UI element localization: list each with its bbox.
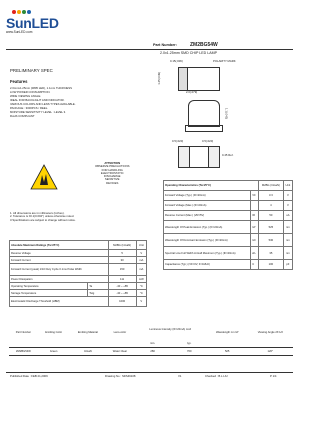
feature-item: VARIOUS COLORS AND LENS TYPES AVAILABLE. — [10, 102, 76, 106]
abs-max-value: -40 ~ +85 — [108, 290, 136, 297]
op-char-value: 35 — [258, 247, 283, 260]
logo-dot-blue — [27, 10, 31, 14]
logo-url: www.SunLED.com — [6, 30, 33, 34]
package-side-view — [188, 100, 220, 127]
op-char-col-material: M2BG (InGaN) — [258, 181, 283, 191]
abs-max-param: Forward Current — [10, 257, 109, 264]
op-char-unit: pF — [283, 260, 292, 270]
dim-label: 0.5(.020) — [202, 139, 214, 143]
op-char-symbol: λD — [251, 234, 259, 247]
op-char-table — [163, 180, 293, 270]
parts-cell: Water Clear — [112, 349, 128, 353]
spec-title: PRELIMINARY SPEC — [10, 68, 53, 73]
abs-max-unit: °C — [136, 283, 146, 290]
footer-rule — [6, 372, 293, 373]
abs-max-param: Operating Temperature — [10, 283, 88, 290]
part-number: ZM2BG54W — [190, 42, 218, 48]
op-char-value: 530 — [258, 234, 283, 247]
esd-line: DEVICES — [106, 180, 119, 185]
feature-item: 2.0mmx1.25mm (0805 LED), 1.1mm THICKNESS — [10, 86, 72, 90]
note-item: 3.Specifications are subject to change without notice. — [10, 217, 76, 222]
esd-heading: ATTENTION — [104, 161, 121, 165]
parts-cell: 120° — [267, 349, 274, 353]
op-char-unit: nm — [283, 234, 292, 247]
abs-max-param: Electrostatic Discharge Threshold (HBM) — [10, 297, 109, 307]
features-heading: Features — [10, 79, 28, 84]
esd-line: OBSERVE PRECAUTIONS — [95, 164, 130, 169]
esd-line: SENSITIVE — [104, 177, 120, 182]
op-char-value: 4 — [258, 201, 283, 211]
parts-header: Viewing Angle 2θ 1/2 — [257, 330, 283, 334]
parts-subheader: min. — [150, 341, 156, 345]
esd-line: DISCHARGE — [103, 174, 121, 179]
abs-max-title: Absolute Maximum Ratings (Ta=25°C) — [10, 241, 109, 250]
parts-table — [9, 318, 293, 356]
bottom-pad-right — [208, 146, 220, 168]
feature-item: PACKAGE : 3000PCS / REEL. — [10, 106, 49, 110]
part-number-label: Part Number: — [153, 43, 178, 47]
parts-header: Luminous Intensity (IF=20mA) mcd — [149, 327, 191, 331]
features-list — [10, 86, 150, 118]
footer-rev: V1 — [178, 374, 182, 378]
op-char-value: 3.3 — [258, 191, 283, 201]
logo-dot-orange — [17, 10, 21, 14]
abs-max-value: 150 — [108, 264, 136, 276]
parts-cell: 700 — [186, 349, 192, 353]
abs-max-value: -40 ~ +85 — [108, 283, 136, 290]
op-char-value: 50 — [258, 211, 283, 221]
esd-hand-icon — [30, 164, 58, 190]
op-char-symbol — [251, 201, 259, 211]
notes — [10, 212, 160, 222]
logo-dot-green — [22, 10, 26, 14]
polarity-mark — [178, 67, 188, 91]
op-char-value: 100 — [258, 260, 283, 270]
op-char-param: Wavelength Of Dominant Emission (Typ.) (IF=20mA) — [164, 234, 251, 247]
abs-max-symbol: Tstg — [88, 290, 108, 297]
logo-dot-red — [12, 10, 16, 14]
op-char-symbol: C — [251, 260, 259, 270]
abs-max-col-material: M2BG (InGaN) — [108, 241, 136, 250]
parts-cell: 280 — [150, 349, 155, 353]
abs-max-symbol: Ta — [88, 283, 108, 290]
abs-max-unit: mA — [136, 257, 146, 264]
dim-label: 2.0(.079) — [186, 90, 198, 94]
abs-max-param: Reverse Voltage — [10, 250, 109, 257]
op-char-unit: V — [283, 201, 292, 211]
op-char-symbol: Δλ — [251, 247, 259, 260]
parts-cell: ZM2BG54W — [16, 349, 31, 353]
dim-label: 0.45 Ref. — [222, 153, 234, 157]
dim-label: 1.1(.043) — [224, 108, 229, 120]
parts-header: Emitting Color — [45, 330, 63, 334]
feature-item: RoHS COMPLIANT — [10, 114, 35, 118]
feature-item: MOISTURE SENSITIVITY LEVEL : LEVEL 3. — [10, 110, 67, 114]
parts-header: Part Number — [15, 330, 32, 334]
feature-item: LOW POWER CONSUMPTION. — [10, 90, 51, 94]
abs-max-param: Forward Current (peak) 1/10 Duty Cycle 0.1ms Pulse Width — [10, 264, 109, 276]
abs-max-unit: °C — [136, 290, 146, 297]
parts-cell: InGaN — [83, 349, 92, 353]
op-char-param: Forward Voltage (Max.) (IF=20mA) — [164, 201, 251, 211]
dim-label: 1.25(.049) — [157, 72, 161, 85]
footer-published: Published Date : FEB 21,2009 — [10, 374, 48, 378]
op-char-unit: nm — [283, 221, 292, 234]
abs-max-value: 30 — [108, 257, 136, 264]
esd-text — [95, 162, 129, 185]
header-rule — [6, 49, 293, 50]
abs-max-unit: V — [136, 250, 146, 257]
esd-line: FOR HANDLING — [101, 167, 123, 172]
note-item: 2. Tolerance is ±0.1(0.004") unless otherwise noted. — [10, 214, 75, 219]
op-char-unit: uA — [283, 211, 292, 221]
op-char-symbol: IR — [251, 211, 259, 221]
abs-max-col-unit: Unit — [136, 241, 146, 250]
esd-warning — [30, 160, 140, 200]
op-char-symbol: λP — [251, 221, 259, 234]
logo-wordmark: SunLED — [6, 15, 59, 31]
esd-line: ELECTROSTATIC — [100, 170, 124, 175]
package-drawing — [158, 60, 288, 175]
parts-header: Emitting Material — [77, 330, 98, 334]
op-char-param: Reverse Current (Max.) (VR=5V) — [164, 211, 251, 221]
parts-cell: 525 — [224, 349, 230, 353]
parts-header: Lens-color — [113, 330, 127, 334]
op-char-col-unit: Unit — [283, 181, 292, 191]
abs-max-table — [9, 240, 147, 307]
abs-max-unit: V — [136, 297, 146, 307]
dim-label: 0.15(.006) — [170, 59, 183, 63]
feature-item: WIDE VIEWING ANGLE. — [10, 94, 42, 98]
subtitle: 2.0x1.25mm SMD CHIP LED LAMP — [160, 51, 218, 55]
abs-max-value: 5 — [108, 250, 136, 257]
op-char-value: 525 — [258, 221, 283, 234]
logo — [6, 10, 66, 40]
op-char-symbol: VF — [251, 191, 259, 201]
abs-max-param: Storage Temperature — [10, 290, 88, 297]
footer-drawing: Drawing No : SDS46108 — [105, 374, 136, 378]
abs-max-value: 1000 — [108, 297, 136, 307]
op-char-unit: nm — [283, 247, 292, 260]
parts-header: Wavelength nm λP — [215, 330, 239, 334]
parts-subheader: typ. — [187, 341, 192, 345]
abs-max-unit: mA — [136, 264, 146, 276]
package-side-base — [185, 125, 223, 132]
op-char-param: Spectral Line Full Width At Half Maximum (Typ.) (IF=20mA) — [164, 247, 251, 260]
footer-page: P 1/4 — [270, 374, 277, 378]
op-char-param: Wavelength Of Peak Emission (Typ.) (IF=20mA) — [164, 221, 251, 234]
polarity-label: POLARITY MARK — [213, 59, 236, 63]
bottom-pad-left — [178, 146, 190, 168]
op-char-param: Capacitance (Typ.) (VF=0V, F=1MHz) — [164, 260, 251, 270]
abs-max-param: Power Dissipation — [10, 276, 109, 283]
dim-label: 0.5(.020) — [172, 139, 184, 143]
op-char-param: Forward Voltage (Typ.) (IF=20mA) — [164, 191, 251, 201]
note-item: 1. All dimensions are in millimeters (inches). — [10, 211, 65, 215]
op-char-unit: V — [283, 191, 292, 201]
abs-max-unit: mW — [136, 276, 146, 283]
op-char-title: Operating Characteristics (Ta=25°C) — [164, 181, 259, 191]
parts-cell: Green — [49, 349, 58, 353]
footer-checked: Checked : B.L.LIU — [205, 374, 228, 378]
feature-item: IDEAL FOR BACKLIGHT AND INDICATOR. — [10, 98, 65, 102]
abs-max-value: 111 — [108, 276, 136, 283]
